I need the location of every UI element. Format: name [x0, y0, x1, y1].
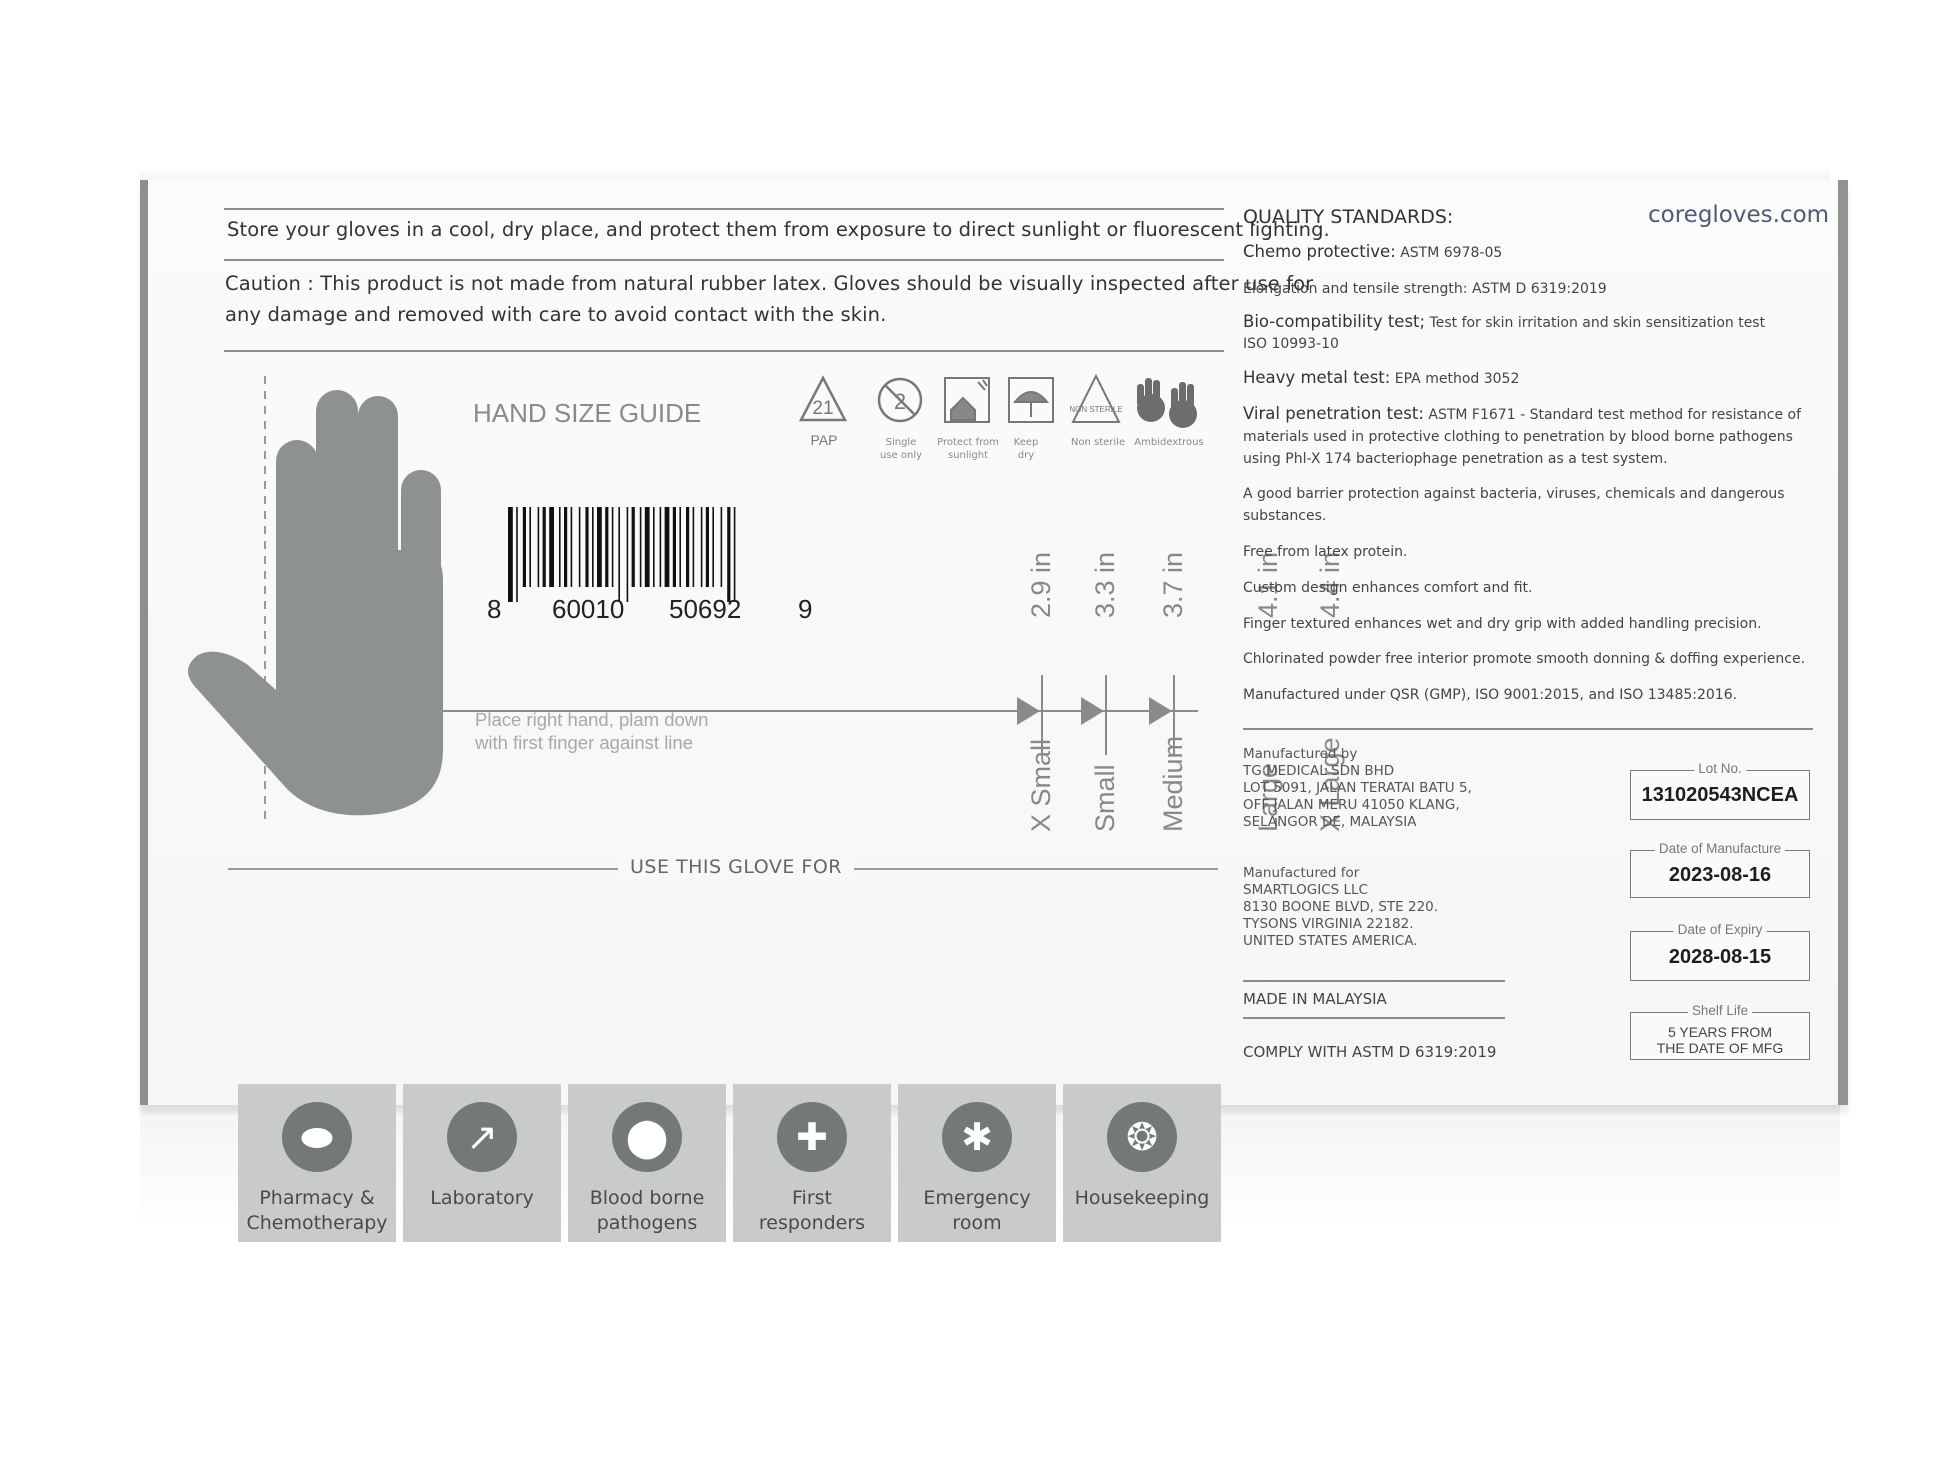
lot-number-title: Lot No.: [1694, 761, 1746, 776]
manufactured-for: [1243, 865, 1438, 950]
barcode-bar: [627, 507, 629, 602]
lot-number-value: 131020543NCEA: [1641, 784, 1799, 806]
chemo-standard: [1243, 242, 1502, 263]
viral-value-2: materials used in protective clothing to penetration by blood borne pathogens: [1243, 429, 1793, 445]
size-measure: 3.7 in: [1158, 551, 1188, 618]
date-of-expiry-title: Date of Expiry: [1674, 922, 1767, 937]
hand-size-guide-title: HAND SIZE GUIDE: [473, 398, 702, 428]
barcode-group-1: 60010: [552, 594, 625, 624]
pill-icon: ⬬: [282, 1102, 352, 1172]
use-tile-label: [403, 1186, 561, 1211]
symbol-caption-ambidextrous: Ambidextrous: [1134, 437, 1204, 448]
chlorinated: Chlorinated powder free interior promote smooth donning & doffing experience.: [1243, 651, 1806, 667]
date-of-expiry-box: [1630, 922, 1810, 981]
viral-value-1: ASTM F1671 - Standard test method for resistance of: [1428, 407, 1801, 423]
heavy-metal-standard: [1243, 368, 1519, 389]
manufactured-by-line-1: TG MEDICAL SDN BHD: [1243, 763, 1395, 779]
latex-free: Free from latex protein.: [1243, 544, 1408, 560]
use-tile-label: [568, 1186, 726, 1236]
use-tile: [1063, 1084, 1221, 1242]
shelf-life-line-2: THE DATE OF MFG: [1656, 1040, 1784, 1056]
single-use-digit: 2: [893, 389, 907, 414]
barcode-bar: [592, 507, 594, 587]
bio-value: Test for skin irritation and skin sensitization test: [1429, 315, 1766, 331]
size-measure: 4.4 in: [1315, 551, 1345, 618]
barcode-bar: [538, 507, 540, 587]
test-tube-icon: ↗: [447, 1102, 517, 1172]
caution-line-1: Caution : This product is not made from natural rubber latex. Gloves should be visually inspected after use for: [225, 272, 1314, 295]
barcode-lead-digit: 8: [487, 594, 502, 624]
barcode-bar: [529, 507, 531, 587]
viral-value-3: using Phl-X 174 bacteriophage penetration as a test system.: [1243, 451, 1668, 467]
barcode-bar: [549, 507, 554, 587]
use-tile: [568, 1084, 726, 1242]
divider: [224, 259, 1224, 261]
barcode-bar: [559, 507, 561, 587]
hand-instruction: [475, 708, 708, 754]
barcode-bar: [632, 507, 635, 587]
barcode-bar: [571, 507, 573, 587]
finger-textured: Finger textured enhances wet and dry grip with added handling precision.: [1243, 616, 1762, 632]
size-name: X Small: [1026, 738, 1056, 832]
symbol-caption-non-sterile: Non sterile: [1070, 437, 1126, 448]
use-tile-label-line-1: Emergency: [923, 1187, 1031, 1209]
size-measure: 4.1 in: [1253, 551, 1283, 618]
caution-line-2: any damage and removed with care to avoid contact with the skin.: [225, 303, 887, 326]
keep-dry-icon: [1009, 378, 1053, 422]
size-name: Small: [1090, 764, 1120, 832]
chemo-label: Chemo protective:: [1243, 242, 1396, 261]
barcode-bar: [543, 507, 546, 587]
use-tile-label-line-1: Pharmacy &: [259, 1187, 375, 1209]
barcode-bar: [612, 507, 614, 587]
manufactured-by: [1243, 746, 1472, 831]
hand-instruction-line-1: Place right hand, plam down: [475, 709, 709, 730]
barcode-bar: [653, 507, 655, 587]
symbol-caption-pap: PAP: [810, 432, 838, 448]
non-sterile-icon: [1073, 376, 1119, 422]
bio-value-2: ISO 10993-10: [1243, 336, 1339, 352]
barcode-bar: [701, 507, 703, 587]
uses-heading: USE THIS GLOVE FOR: [618, 856, 854, 878]
barcode-bar: [660, 507, 662, 587]
chemo-value: ASTM 6978-05: [1400, 245, 1503, 261]
barcode-check-digit: 9: [798, 594, 813, 624]
divider: [224, 350, 1224, 352]
barcode-bar: [579, 507, 581, 587]
use-tile-label: [238, 1186, 396, 1236]
manufactured-for-line-4: UNITED STATES AMERICA.: [1243, 933, 1418, 949]
size-arrow: [1081, 697, 1104, 725]
barcode-bar: [605, 507, 608, 587]
barcode-bar: [564, 507, 567, 587]
viral-standard: [1243, 404, 1801, 425]
barcode-bar: [706, 507, 709, 587]
use-tile: [733, 1084, 891, 1242]
shelf-life-title: Shelf Life: [1688, 1003, 1752, 1018]
hand-instruction-line-2: with first finger against line: [475, 732, 693, 753]
lot-number-box: [1630, 761, 1810, 820]
divider: [1243, 1017, 1505, 1019]
barcode-bar: [585, 507, 588, 587]
symbol-caption-single-use: Single use only: [879, 437, 923, 461]
manufactured-by-line-3: OFF JALAN MERU 41050 KLANG,: [1243, 797, 1460, 813]
use-tile-label-line-1: First: [792, 1187, 832, 1209]
size-name: X Large: [1315, 737, 1345, 832]
use-tile: [403, 1084, 561, 1242]
use-tile-label-line-2: responders: [758, 1212, 866, 1234]
storage-note: Store your gloves in a cool, dry place, and protect them from exposure to direct sunlight or fluorescent lighting.: [227, 218, 1330, 241]
barcode-bar: [721, 507, 723, 587]
custom-design: Custom design enhances comfort and fit.: [1243, 580, 1533, 596]
barcode-bar: [686, 507, 689, 587]
made-in: MADE IN MALAYSIA: [1243, 990, 1387, 1008]
barrier-line-1: A good barrier protection against bacteria, viruses, chemicals and dangerous: [1243, 486, 1785, 502]
manufactured-under: Manufactured under QSR (GMP), ISO 9001:2015, and ISO 13485:2016.: [1243, 687, 1738, 703]
size-measure: 2.9 in: [1026, 551, 1056, 618]
date-of-expiry-value: 2028-08-15: [1668, 946, 1772, 968]
blood-drop-icon: ⬤: [612, 1102, 682, 1172]
non-sterile-text: NON STERILE: [1069, 405, 1123, 414]
broom-icon: ❂: [1107, 1102, 1177, 1172]
manufactured-for-label: Manufactured for: [1243, 865, 1360, 881]
barcode-group-2: 50692: [669, 594, 742, 624]
shelf-life-value: [1631, 1024, 1809, 1056]
manufactured-by-line-4: SELANGOR DE, MALAYSIA: [1243, 814, 1417, 830]
symbol-caption-keep-dry: Keep dry: [1013, 437, 1039, 461]
barcode-bar: [693, 507, 695, 587]
ambidextrous-icon: [1137, 378, 1197, 428]
symbol-caption-sunlight: Protect from sunlight: [937, 437, 999, 461]
manufactured-for-line-3: TYSONS VIRGINIA 22182.: [1243, 916, 1414, 932]
barcode-bar: [516, 507, 518, 602]
barcode-bar: [712, 507, 714, 587]
size-measure: 3.3 in: [1090, 551, 1120, 618]
use-tile-label-line-2: Chemotherapy: [246, 1212, 388, 1234]
size-name: Medium: [1158, 735, 1188, 832]
date-of-manufacture-box: [1630, 841, 1810, 898]
size-arrow: [1149, 697, 1172, 725]
divider: [1243, 980, 1505, 982]
shelf-life-line-1: 5 YEARS FROM: [1668, 1024, 1772, 1040]
protect-from-sunlight-icon: [945, 378, 989, 422]
barcode: [508, 507, 803, 602]
barcode-bar: [508, 507, 513, 602]
divider: [224, 208, 1224, 210]
heavy-value: EPA method 3052: [1394, 371, 1520, 387]
viral-label: Viral penetration test:: [1243, 404, 1424, 423]
first-aid-cross-icon: ✚: [777, 1102, 847, 1172]
use-tile-label-line-1: Housekeeping: [1074, 1187, 1210, 1209]
barcode-bar: [640, 507, 642, 587]
use-tile: [238, 1084, 396, 1242]
quality-heading: QUALITY STANDARDS:: [1243, 206, 1454, 228]
use-tile-label: [898, 1186, 1056, 1236]
size-name: Large: [1253, 762, 1283, 832]
comply-with: COMPLY WITH ASTM D 6319:2019: [1243, 1043, 1497, 1061]
use-tile-label-line-1: Blood borne: [589, 1187, 705, 1209]
barcode-bar: [645, 507, 650, 587]
glove-box-back-panel: [140, 180, 1848, 1234]
heavy-label: Heavy metal test:: [1243, 368, 1391, 387]
use-tile-label: [733, 1186, 891, 1236]
barcode-bar: [679, 507, 681, 587]
manufactured-by-line-2: LOT 5091, JALAN TERATAI BATU 5,: [1243, 780, 1472, 796]
use-tile-label-line-1: Laboratory: [430, 1187, 534, 1209]
hand-size-guide: [168, 370, 1228, 1010]
use-tile-label-line-2: room: [952, 1212, 1002, 1234]
website: coregloves.com: [1648, 202, 1830, 228]
star-of-life-icon: ✱: [942, 1102, 1012, 1172]
shelf-life-box: [1630, 1003, 1810, 1060]
bio-label: Bio-compatibility test;: [1243, 312, 1426, 331]
date-of-manufacture-title: Date of Manufacture: [1655, 841, 1785, 856]
elongation-standard: Elongation and tensile strength: ASTM D 6319:2019: [1243, 281, 1607, 297]
barcode-bar: [597, 507, 602, 587]
use-tile-label-line-2: pathogens: [596, 1212, 698, 1234]
hand-silhouette-icon: [188, 390, 443, 815]
size-arrow: [1017, 697, 1040, 725]
bio-standard: [1243, 312, 1765, 333]
use-tile-label: [1063, 1186, 1221, 1211]
barcode-bar: [523, 507, 526, 587]
barrier-line-2: substances.: [1243, 508, 1327, 524]
date-of-manufacture-value: 2023-08-16: [1668, 864, 1772, 886]
recycle-code-text: 21: [812, 398, 834, 419]
manufactured-for-line-1: SMARTLOGICS LLC: [1243, 882, 1368, 898]
manufactured-by-label: Manufactured by: [1243, 746, 1358, 762]
barcode-bar: [618, 507, 620, 602]
manufactured-for-line-2: 8130 BOONE BLVD, STE 220.: [1243, 899, 1439, 915]
use-tile: [898, 1084, 1056, 1242]
divider: [1243, 728, 1813, 730]
barcode-bar: [673, 507, 676, 587]
barcode-bar: [734, 507, 736, 602]
barcode-bar: [727, 507, 730, 602]
barcode-bar: [665, 507, 670, 587]
